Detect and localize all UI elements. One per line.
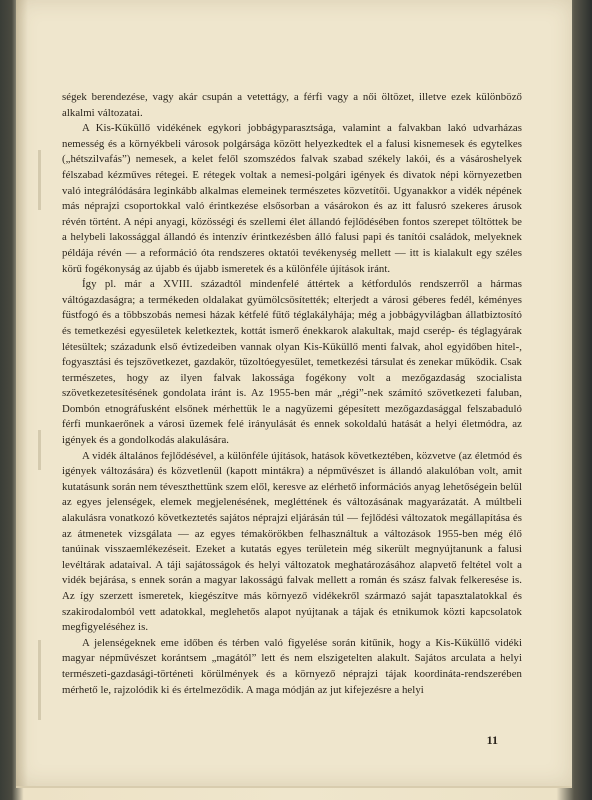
paragraph: A Kis-Küküllő vidékének egykori jobbágyparasztsága, valamint a falvakban lakó udvarházas nemesség és a környékbeli városok polgársága között helyezkedtek el a falusi kisnemesek és egytelkes („hétszilvafás”) nemesek, a kelet felől szomszédos falvak szabad székely lakói, és a vásároshelyek félszabad kézműves rétegei. E rétegek voltak a nemesi-polgári igények és divatok népi környezetben való integrálódására leginkább alkalmas elemeinek természetes közvetítői. Ugyanakkor a vidék népének más néprajzi csoportokkal való érintkezése elsősorban a vásárokon és az itt falusró szekeres árusok révén történt. A népi anyagi, közösségi és szellemi élet állandó fejlődésében fontos szerepet töltöttek be a helybeli lakossággal állandó és intenzív érintkezésben álló falusi papi és tanítói családok, melyeknek példája révén — a reformáció óta rendszeres oktatói tevékenység mellett — itt is kialakult egy széles körű fogékonyság az újabb és újabb ismeretek és a különféle újítások iránt.	[62, 122, 522, 275]
paragraph: A vidék általános fejlődésével, a különféle újítások, hatások következtében, közvetve (az életmód és igények változására) és közvetlenül (kapott mintákra) a népművészet is állandó alakulóban volt, amit kutatásunk során nem téveszthettünk szem elől, keresve az elérhető információs anyag lehetőségein belül az egyes jelenségek, elemek megjelenésének, megléttének és változásának magyarázatát. A múltbeli alakulásra vonatkozó következtetés sajátos néprajzi eljárásán túl — fejlődési változatok megállapítása és az átmenetek vizsgálata — az egyes témakörökben felhasználtuk a változások 1955-ben még élő tanúinak visszaemlékezéseit. Ezeket a kutatás egyes területein még sikerült megnyújtanunk a falusi levéltárak adataival. A táji sajátosságok és helyi változatok meghatározásához alapvető feltétel volt a vidék bejárása, s ennek során a magyar lakosságú falvak mellett a román és szász falvak felkeresése is. Az így szerzett ismeretek, kiegészítve más környező vidékekről származó saját tapasztalatokkal és szakirodalomból vett adatokkal, meglehetős alapot nyújtanak a tájak és etnikumok közti kapcsolatok megfigyeléséhez is.	[62, 449, 522, 634]
margin-mark	[38, 150, 41, 210]
paragraph: Így pl. már a XVIII. századtól mindenfelé áttértek a kétfordulós rendszerről a hármas váltógazdaságra; a termékeden oldalakat gyümölcsösítették; elterjedt a városi géberes fedél, kéményes füstfogó és a többszobás nemesi házak kétfelé fűtő téglakályhája; még a jobbágyvilágban állatbiztosító és temetkezési egyesületek keletkeztek, kottát ismerő énekkarok alakultak, majd cserép- és téglagyárak létesültek; századunk első évtizedeiben vannak olyan Kis-Küküllő menti falvak, ahol egyidőben hitel-, fogyasztási és tejszövetkezet, gazdakör, tűzoltóegyesület, temetkezési társulat és zenekar működik. Csak természetes, hogy az ilyen falvak lakossága fogékony volt a mezőgazdaság szocialista szövetkezetesítésének gondolata iránt is. Az 1955-ben már „régi”-nek számító szövetkezeti faluban, Dombón etnográfusként elsőnek mérhettük le a nagyüzemi gépesített mezőgazdasággal felszabaduló férfi munkaerőnek a városi üzemek felé irányulását és ennek sokoldalú hatását a helyi életmódra, az igények és a gondolkodás alakulására.	[62, 278, 522, 447]
margin-mark	[38, 430, 41, 470]
page-binding-shadow	[16, 0, 28, 786]
page-number: 11	[486, 733, 498, 747]
paragraph: ségek berendezése, vagy akár csupán a vetettágy, a férfi vagy a női öltözet, illetve ezek különböző alkalmi változatai.	[62, 91, 522, 119]
margin-mark	[38, 640, 41, 720]
paragraph: A jelenségeknek eme időben és térben való figyelése során kitűnik, hogy a Kis-Küküllő vidéki magyar népművészet korántsem „magától” lett és nem elszigetelten alakult. Sajátos arculata a helyi természeti-gazdasági-történeti körülmények és a környező néprajzi tájak koordináta-rendszerében mérhető le, rajzolódik ki és értelmeződik. A maga módján az jut kifejezésre a helyi	[62, 636, 522, 696]
body-text	[62, 90, 522, 698]
book-page	[16, 0, 572, 788]
